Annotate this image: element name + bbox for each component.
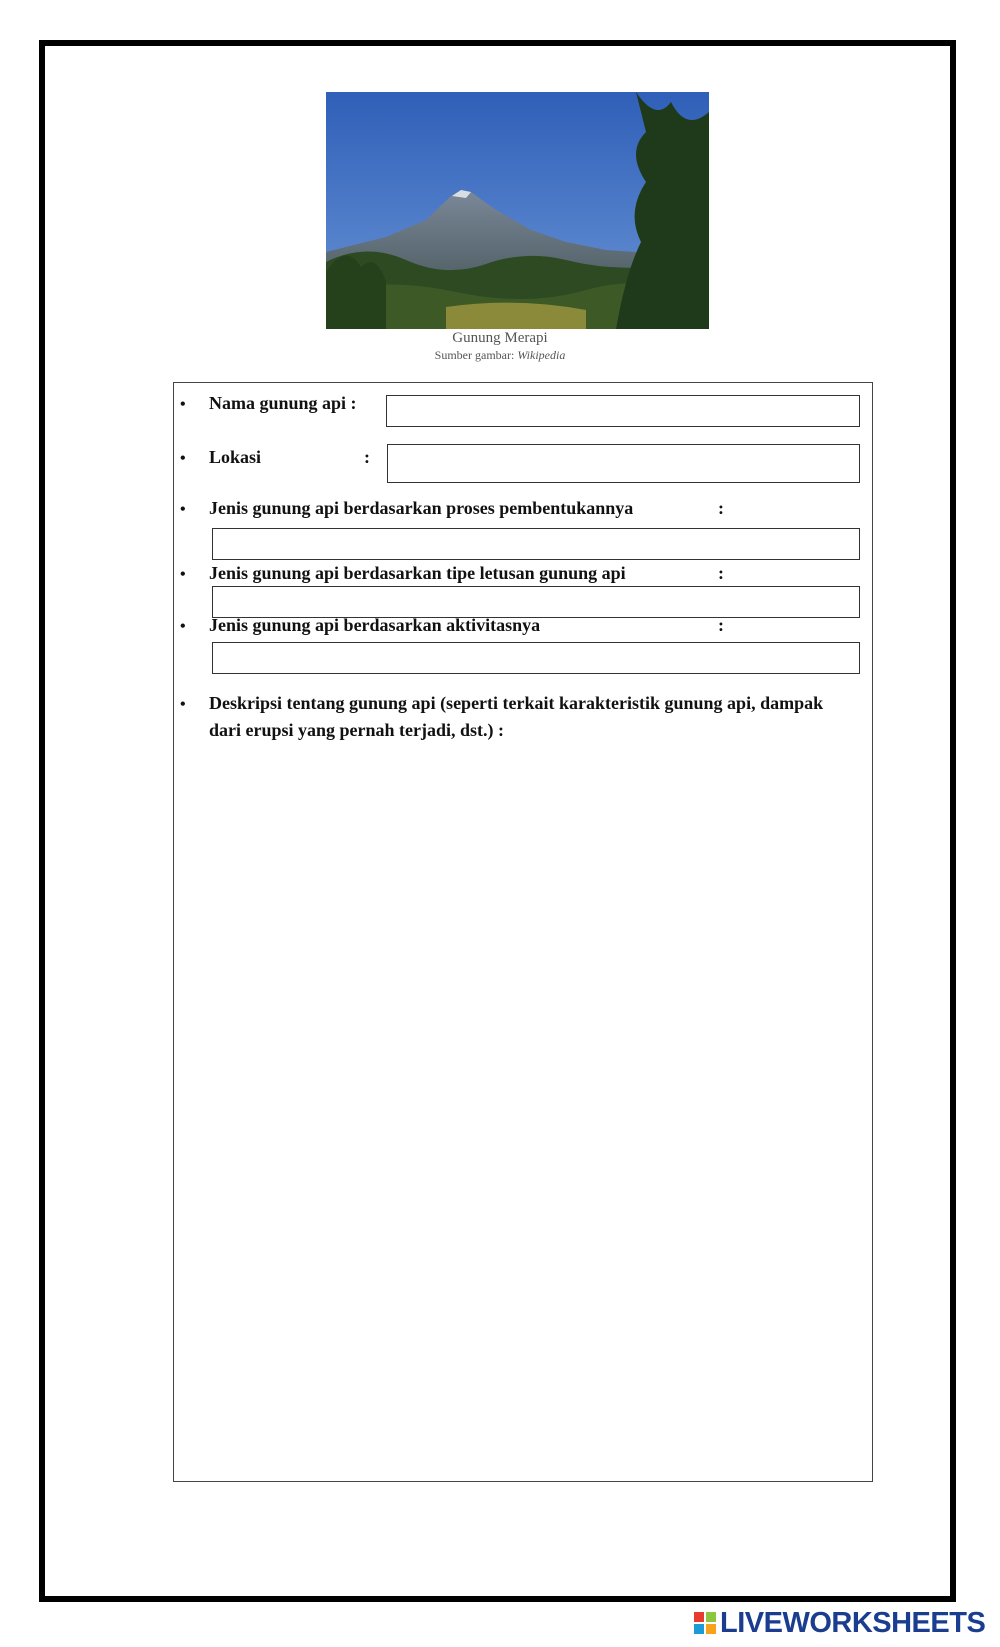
bullet-icon: • [180, 450, 186, 467]
logo-square-blue [694, 1624, 704, 1634]
caption-source-prefix: Sumber gambar: [434, 348, 518, 362]
photo-caption-title: Gunung Merapi [452, 330, 548, 346]
field-colon-aktivitas: : [718, 615, 724, 635]
bullet-icon: • [180, 396, 186, 413]
logo-square-red [694, 1612, 704, 1622]
caption-source-name: Wikipedia [517, 348, 566, 362]
bullet-icon: • [180, 566, 186, 583]
aktivitas-input[interactable] [212, 642, 860, 674]
bullet-icon: • [180, 696, 186, 713]
lokasi-input[interactable] [387, 444, 860, 483]
field-label-proses-pembentukan: Jenis gunung api berdasarkan proses pembentukannya [209, 498, 634, 518]
field-colon-tipe-letusan: : [718, 563, 724, 583]
field-label-aktivitas: Jenis gunung api berdasarkan aktivitasnya [209, 615, 541, 635]
tipe-letusan-input[interactable] [212, 586, 860, 618]
volcano-photo [326, 92, 709, 329]
bullet-icon: • [180, 618, 186, 635]
field-colon-proses-pembentukan: : [718, 498, 724, 518]
logo-square-green [706, 1612, 716, 1622]
description-label: Deskripsi tentang gunung api (seperti terkait karakteristik gunung api, dampak dari erupsi yang pernah terjadi, dst.) : [209, 693, 824, 740]
field-label-nama: Nama gunung api : [209, 393, 357, 413]
field-label-tipe-letusan: Jenis gunung api berdasarkan tipe letusan gunung api [209, 563, 626, 583]
brand-name: LIVEWORKSHEETS [720, 1606, 986, 1639]
bullet-icon: • [180, 501, 186, 518]
liveworksheets-logo-icon [694, 1612, 716, 1634]
field-label-lokasi: Lokasi [209, 447, 262, 467]
nama-gunung-api-input[interactable] [386, 395, 860, 427]
liveworksheets-brand [694, 1608, 985, 1638]
logo-square-orange [706, 1624, 716, 1634]
photo-caption-source [0, 348, 1000, 363]
proses-pembentukan-input[interactable] [212, 528, 860, 560]
field-colon-lokasi: : [364, 447, 370, 467]
